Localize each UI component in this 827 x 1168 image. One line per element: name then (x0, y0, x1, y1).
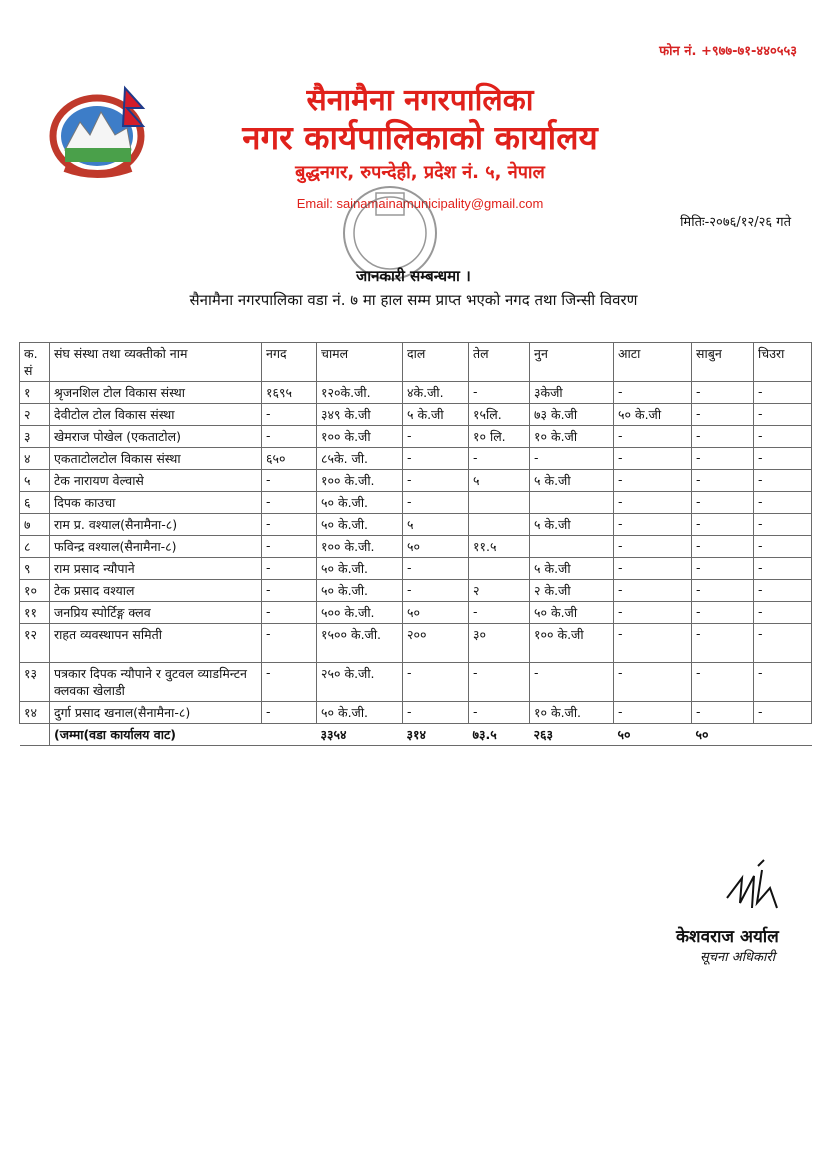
table-cell: - (614, 426, 692, 448)
table-cell: - (403, 448, 469, 470)
table-cell: - (614, 492, 692, 514)
total-cell (754, 724, 812, 746)
table-cell: - (403, 580, 469, 602)
table-cell: ३ (20, 426, 50, 448)
table-cell: - (692, 580, 754, 602)
table-cell: ५ (20, 470, 50, 492)
table-row (20, 470, 812, 492)
table-cell: - (262, 470, 317, 492)
table-row (20, 448, 812, 470)
table-cell: - (754, 470, 812, 492)
letter-description: सैनामैना नगरपालिका वडा नं. ७ मा हाल सम्म प्राप्त भएको नगद तथा जिन्सी विवरण (189, 291, 638, 309)
table-cell: ५० के.जी. (317, 492, 403, 514)
table-cell: ५ के.जी (403, 404, 469, 426)
table-cell: - (692, 404, 754, 426)
table-row (20, 492, 812, 514)
table-cell: टेक नारायण वेल्वासे (50, 470, 262, 492)
table-cell: ४के.जी. (403, 382, 469, 404)
table-cell: - (754, 558, 812, 580)
table-cell: - (403, 470, 469, 492)
table-cell: दुर्गा प्रसाद खनाल(सैनामैना-८) (50, 702, 262, 724)
table-row (20, 663, 812, 702)
table-cell: - (692, 514, 754, 536)
total-cell: ३३५४ (317, 724, 403, 746)
table-cell: १०० के.जी. (317, 536, 403, 558)
table-row (20, 404, 812, 426)
phone-number: फोन नं. +९७७-७१-४४०५५३ (659, 44, 797, 59)
table-header-row (20, 343, 812, 382)
table-cell: ३४९ के.जी (317, 404, 403, 426)
table-row (20, 558, 812, 580)
letter-subject: जानकारी सम्बन्धमा । (356, 267, 471, 285)
total-cell: २६३ (530, 724, 614, 746)
table-cell: ८५के. जी. (317, 448, 403, 470)
total-cell: ५० (692, 724, 754, 746)
table-cell: ३० (469, 624, 530, 663)
table-cell: ४ (20, 448, 50, 470)
table-cell: - (614, 602, 692, 624)
table-cell: ५ (469, 470, 530, 492)
table-cell: - (692, 602, 754, 624)
table-total-row (20, 724, 812, 746)
column-header: नुन (530, 343, 614, 382)
office-email[interactable]: Email: sainamainamunicipality@gmail.com (296, 196, 544, 211)
table-cell: ६५० (262, 448, 317, 470)
table-cell: - (754, 624, 812, 663)
office-name: नगर कार्यपालिकाको कार्यालय (242, 118, 598, 157)
table-cell: - (692, 492, 754, 514)
table-cell: १० के.जी. (530, 702, 614, 724)
table-cell: ३केजी (530, 382, 614, 404)
table-cell: १६९५ (262, 382, 317, 404)
table-cell: - (754, 448, 812, 470)
table-cell: एकताटोलटोल विकास संस्था (50, 448, 262, 470)
table-cell (469, 492, 530, 514)
table-cell: जनप्रिय स्पोर्टिङ्ग क्लव (50, 602, 262, 624)
column-header: आटा (614, 343, 692, 382)
table-cell: १० (20, 580, 50, 602)
table-cell: - (754, 702, 812, 724)
table-cell: ५० (403, 602, 469, 624)
table-cell (469, 558, 530, 580)
table-cell: - (469, 602, 530, 624)
table-row (20, 702, 812, 724)
table-cell: - (754, 382, 812, 404)
table-cell: २ के.जी (530, 580, 614, 602)
table-cell: ५ के.जी (530, 558, 614, 580)
handwritten-signature-icon (722, 858, 782, 920)
table-cell: - (262, 492, 317, 514)
column-header: संघ संस्था तथा व्यक्तीको नाम (50, 343, 262, 382)
table-cell: १०० के.जी (317, 426, 403, 448)
table-cell: - (692, 624, 754, 663)
table-cell: १४ (20, 702, 50, 724)
column-header: चामल (317, 343, 403, 382)
table-cell: - (262, 514, 317, 536)
table-cell: - (262, 663, 317, 702)
table-cell: ५ के.जी (530, 514, 614, 536)
donation-table (19, 342, 812, 746)
table-cell: - (614, 536, 692, 558)
table-cell: - (614, 470, 692, 492)
table-cell: ५० के.जी. (317, 514, 403, 536)
table-cell: राहत व्यवस्थापन समिती (50, 624, 262, 663)
municipality-name: सैनामैना नगरपालिका (306, 83, 534, 118)
nepal-government-emblem-icon (35, 80, 165, 180)
table-cell: श्रृजनशिल टोल विकास संस्था (50, 382, 262, 404)
table-cell: १३ (20, 663, 50, 702)
table-cell: ९ (20, 558, 50, 580)
table-cell: पत्रकार दिपक न्यौपाने र वुटवल व्याडमिन्टन क्लवका खेलाडी (50, 663, 262, 702)
table-cell: - (754, 580, 812, 602)
table-cell: ५० के.जी. (317, 558, 403, 580)
table-cell: - (614, 702, 692, 724)
table-cell: - (614, 558, 692, 580)
table-cell: - (692, 663, 754, 702)
total-cell (20, 724, 50, 746)
table-cell: - (692, 536, 754, 558)
table-cell: - (469, 702, 530, 724)
table-row (20, 580, 812, 602)
table-cell: राम प्रसाद न्यौपाने (50, 558, 262, 580)
table-cell: ७ (20, 514, 50, 536)
table-cell: ५ के.जी (530, 470, 614, 492)
table-cell: २ (20, 404, 50, 426)
column-header: क. सं (20, 343, 50, 382)
table-cell: - (469, 448, 530, 470)
table-cell: - (754, 404, 812, 426)
table-cell: १२०के.जी. (317, 382, 403, 404)
table-row (20, 426, 812, 448)
table-cell: ५० के.जी. (317, 702, 403, 724)
table-cell: - (754, 514, 812, 536)
total-cell: ५० (614, 724, 692, 746)
table-cell (530, 536, 614, 558)
table-cell: - (469, 663, 530, 702)
table-cell: - (403, 663, 469, 702)
table-cell: देवीटोल टोल विकास संस्था (50, 404, 262, 426)
table-cell: - (692, 382, 754, 404)
total-cell: ३१४ (403, 724, 469, 746)
table-cell: ८ (20, 536, 50, 558)
table-cell: ५० के.जी (530, 602, 614, 624)
table-cell: - (754, 536, 812, 558)
table-cell: १२ (20, 624, 50, 663)
table-cell: - (614, 663, 692, 702)
table-cell: - (262, 536, 317, 558)
table-cell: - (754, 492, 812, 514)
table-cell: - (754, 426, 812, 448)
table-cell: - (754, 602, 812, 624)
table-cell: ७३ के.जी (530, 404, 614, 426)
column-header: नगद (262, 343, 317, 382)
table-cell: ११ (20, 602, 50, 624)
table-cell: टेक प्रसाद वश्याल (50, 580, 262, 602)
table-cell: - (692, 448, 754, 470)
table-cell: - (262, 426, 317, 448)
table-cell: - (530, 448, 614, 470)
signer-title: सूचना अधिकारी (700, 950, 776, 965)
table-cell: १० के.जी (530, 426, 614, 448)
table-row (20, 624, 812, 663)
table-cell: १० लि. (469, 426, 530, 448)
table-cell: ५०० के.जी. (317, 602, 403, 624)
table-cell: - (403, 558, 469, 580)
table-cell: ५० (403, 536, 469, 558)
table-cell: फविन्द्र वश्याल(सैनामैना-८) (50, 536, 262, 558)
column-header: चिउरा (754, 343, 812, 382)
table-row (20, 602, 812, 624)
table-cell: - (692, 702, 754, 724)
table-cell: - (262, 624, 317, 663)
table-cell: १०० के.जी. (317, 470, 403, 492)
table-cell: खेमराज पोखेल (एकताटोल) (50, 426, 262, 448)
table-row (20, 514, 812, 536)
table-cell: - (754, 663, 812, 702)
document-date: मितिः-२०७६/१२/२६ गते (680, 215, 791, 230)
table-cell: - (692, 558, 754, 580)
table-cell: २५० के.जी. (317, 663, 403, 702)
table-cell: १५०० के.जी. (317, 624, 403, 663)
table-cell: - (614, 514, 692, 536)
table-cell: - (614, 448, 692, 470)
table-cell: - (262, 404, 317, 426)
table-cell: - (262, 602, 317, 624)
office-address: बुद्धनगर, रुपन्देही, प्रदेश नं. ५, नेपाल (295, 162, 545, 183)
table-cell: दिपक काउचा (50, 492, 262, 514)
table-row (20, 536, 812, 558)
total-cell: ७३.५ (469, 724, 530, 746)
table-cell: - (403, 492, 469, 514)
table-cell: - (614, 580, 692, 602)
table-cell (469, 514, 530, 536)
total-cell: (जम्मा(वडा कार्यालय वाट) (50, 724, 262, 746)
table-cell: ११.५ (469, 536, 530, 558)
table-cell: ५० के.जी (614, 404, 692, 426)
column-header: तेल (469, 343, 530, 382)
table-cell: - (403, 702, 469, 724)
table-cell: - (262, 558, 317, 580)
table-cell: - (614, 382, 692, 404)
table-cell: ५ (403, 514, 469, 536)
table-cell: ६ (20, 492, 50, 514)
table-cell: १ (20, 382, 50, 404)
table-cell: - (262, 702, 317, 724)
table-cell: २ (469, 580, 530, 602)
table-row (20, 382, 812, 404)
table-cell: - (262, 580, 317, 602)
total-cell (262, 724, 317, 746)
table-cell: - (614, 624, 692, 663)
table-cell: - (530, 663, 614, 702)
table-cell: ५० के.जी. (317, 580, 403, 602)
signer-name: केशवराज अर्याल (676, 927, 779, 947)
table-cell: - (692, 470, 754, 492)
column-header: साबुन (692, 343, 754, 382)
table-cell: राम प्र. वश्याल(सैनामैना-८) (50, 514, 262, 536)
table-cell: २०० (403, 624, 469, 663)
column-header: दाल (403, 343, 469, 382)
table-cell: १५लि. (469, 404, 530, 426)
table-cell: - (403, 426, 469, 448)
table-cell: - (692, 426, 754, 448)
table-cell: १०० के.जी (530, 624, 614, 663)
table-cell: - (469, 382, 530, 404)
table-cell (530, 492, 614, 514)
